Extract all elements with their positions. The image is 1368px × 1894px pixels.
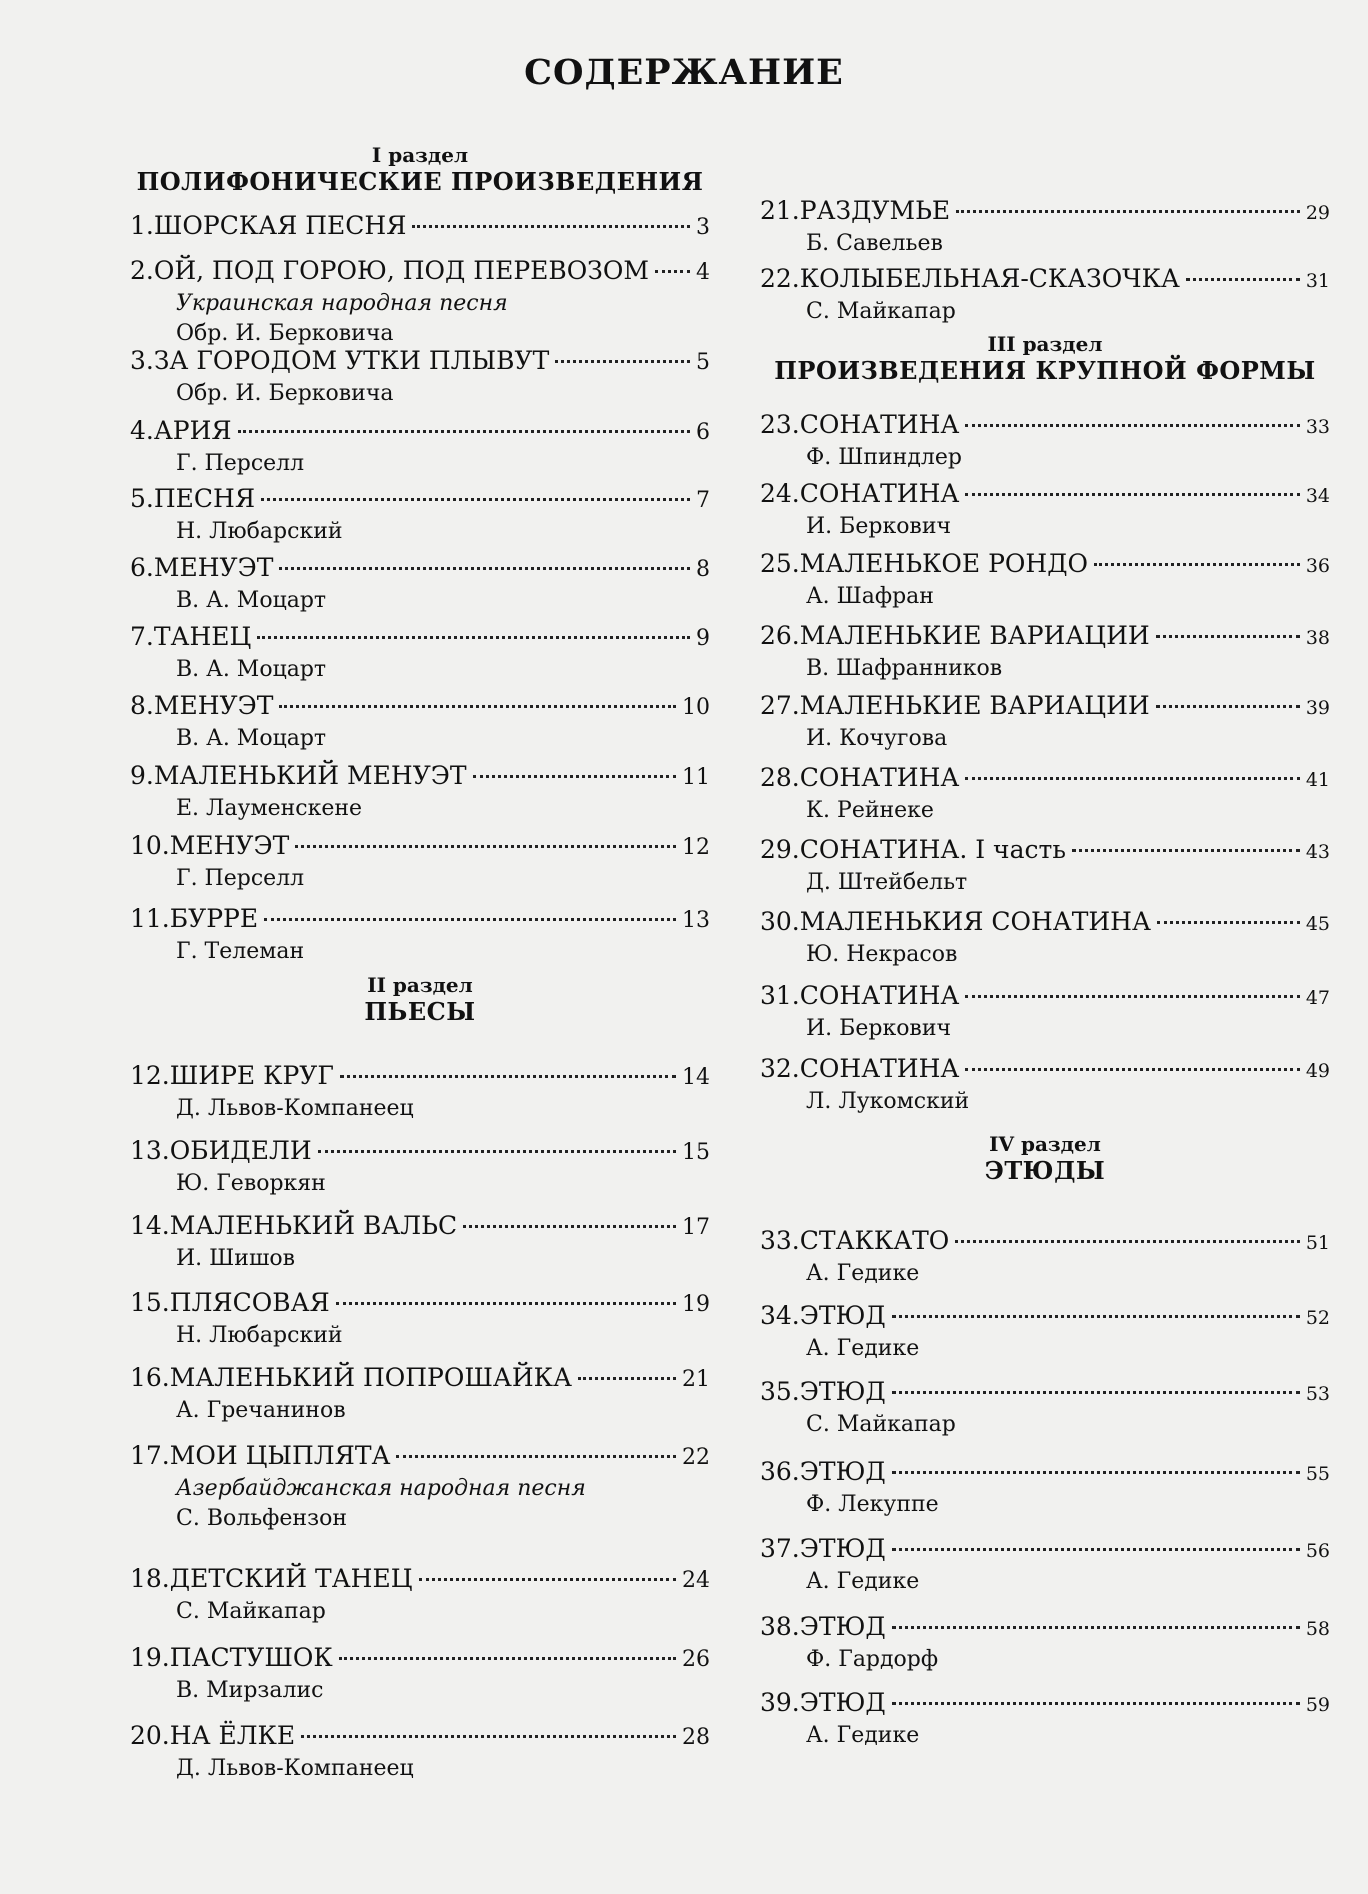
dot-leader bbox=[1156, 705, 1300, 708]
dot-leader bbox=[412, 225, 690, 228]
dot-leader bbox=[336, 1302, 676, 1305]
entry-number: 23. bbox=[760, 410, 800, 439]
entry-number: 15. bbox=[130, 1288, 170, 1317]
entry-composer: А. Гедике bbox=[806, 1569, 920, 1594]
entry-page-number: 15 bbox=[682, 1140, 710, 1165]
dot-leader bbox=[473, 775, 676, 778]
entry-subtitle: Азербайджанская народная песня bbox=[176, 1476, 586, 1501]
entry-composer: Ю. Геворкян bbox=[176, 1171, 326, 1196]
entry-page-number: 29 bbox=[1305, 202, 1330, 224]
toc-entry-line bbox=[130, 760, 710, 794]
entry-number: 34. bbox=[760, 1301, 800, 1330]
toc-entry-line bbox=[130, 1060, 710, 1094]
entry-page-number: 7 bbox=[696, 488, 710, 513]
dot-leader bbox=[892, 1315, 1300, 1318]
entry-title: МЕНУЭТ bbox=[153, 553, 274, 582]
entry-number: 22. bbox=[760, 264, 800, 293]
entry-composer: И. Шишов bbox=[176, 1246, 296, 1271]
entry-title: ШИРЕ КРУГ bbox=[169, 1061, 334, 1090]
entry-number: 6. bbox=[130, 553, 154, 582]
entry-page-number: 53 bbox=[1305, 1383, 1330, 1405]
entry-page-number: 26 bbox=[682, 1647, 710, 1672]
dot-leader bbox=[555, 360, 690, 363]
dot-leader bbox=[965, 493, 1299, 496]
entry-composer: Н. Любарский bbox=[176, 519, 343, 544]
toc-entry bbox=[760, 1300, 1330, 1364]
entry-composer: С. Вольфензон bbox=[176, 1506, 347, 1531]
section-1-heading bbox=[130, 143, 710, 197]
toc-entry bbox=[130, 415, 710, 479]
entry-number: 36. bbox=[760, 1457, 800, 1486]
toc-entry-line bbox=[760, 620, 1330, 654]
toc-entry-line bbox=[130, 255, 710, 289]
dot-leader bbox=[965, 1068, 1299, 1071]
entry-title: СОНАТИНА bbox=[799, 479, 960, 508]
entry-title: МОИ ЦЫПЛЯТА bbox=[169, 1441, 391, 1470]
entry-title: ЭТЮД bbox=[799, 1534, 886, 1563]
section-label: I раздел bbox=[371, 143, 469, 167]
toc-entry-line bbox=[130, 621, 710, 655]
toc-entry-line bbox=[760, 1376, 1330, 1410]
toc-entry bbox=[130, 210, 710, 244]
entry-composer: В. А. Моцарт bbox=[176, 726, 327, 751]
toc-entry bbox=[130, 621, 710, 685]
entry-page-number: 41 bbox=[1305, 769, 1330, 791]
entry-page-number: 13 bbox=[682, 908, 710, 933]
toc-entry-line bbox=[760, 980, 1330, 1014]
entry-number: 28. bbox=[760, 763, 800, 792]
entry-composer: Д. Штейбельт bbox=[806, 870, 968, 895]
entry-page-number: 8 bbox=[696, 557, 710, 582]
dot-leader bbox=[956, 210, 1300, 213]
entry-number: 38. bbox=[760, 1612, 800, 1641]
toc-entry bbox=[130, 483, 710, 547]
toc-entry bbox=[130, 345, 710, 409]
section-2-heading bbox=[130, 973, 710, 1027]
toc-entry bbox=[130, 760, 710, 824]
entry-page-number: 12 bbox=[682, 835, 710, 860]
entry-number: 7. bbox=[130, 622, 154, 651]
dot-leader bbox=[301, 1735, 676, 1738]
toc-entry-line bbox=[130, 1440, 710, 1474]
entry-composer: Обр. И. Берковича bbox=[176, 381, 394, 406]
toc-entry-line bbox=[130, 1563, 710, 1597]
toc-entry bbox=[130, 1642, 710, 1706]
entry-page-number: 55 bbox=[1305, 1463, 1330, 1485]
toc-entry bbox=[760, 195, 1330, 259]
dot-leader bbox=[318, 1150, 676, 1153]
toc-entry bbox=[760, 690, 1330, 754]
dot-leader bbox=[965, 995, 1299, 998]
toc-entry bbox=[760, 409, 1330, 473]
entry-title: СОНАТИНА bbox=[799, 763, 960, 792]
entry-title: МЕНУЭТ bbox=[153, 691, 274, 720]
dot-leader bbox=[1186, 278, 1300, 281]
entry-number: 17. bbox=[130, 1441, 170, 1470]
toc-entry bbox=[130, 1563, 710, 1627]
toc-entry bbox=[760, 906, 1330, 970]
entry-title: СОНАТИНА. I часть bbox=[799, 835, 1066, 864]
entry-composer: В. А. Моцарт bbox=[176, 657, 327, 682]
toc-entry bbox=[130, 1287, 710, 1351]
dot-leader bbox=[892, 1471, 1300, 1474]
entry-composer: А. Гречанинов bbox=[176, 1398, 346, 1423]
toc-entry bbox=[760, 1053, 1330, 1117]
toc-entry-line bbox=[130, 415, 710, 449]
entry-number: 10. bbox=[130, 831, 170, 860]
entry-composer: С. Майкапар bbox=[806, 1412, 956, 1437]
toc-entry-line bbox=[130, 1362, 710, 1396]
dot-leader bbox=[264, 918, 676, 921]
toc-entry-line bbox=[760, 548, 1330, 582]
entry-title: АРИЯ bbox=[153, 416, 232, 445]
entry-composer: И. Беркович bbox=[806, 514, 952, 539]
dot-leader bbox=[261, 498, 690, 501]
entry-page-number: 9 bbox=[696, 626, 710, 651]
toc-entry-line bbox=[760, 1611, 1330, 1645]
dot-leader bbox=[892, 1548, 1300, 1551]
entry-title: ЭТЮД bbox=[799, 1377, 886, 1406]
entry-composer: Л. Лукомский bbox=[806, 1089, 970, 1114]
entry-composer: В. Шафранников bbox=[806, 656, 1003, 681]
entry-title: МЕНУЭТ bbox=[169, 831, 290, 860]
dot-leader bbox=[396, 1455, 676, 1458]
entry-composer: Б. Савельев bbox=[806, 231, 943, 256]
dot-leader bbox=[655, 270, 690, 273]
entry-page-number: 22 bbox=[682, 1445, 710, 1470]
entry-title: РАЗДУМЬЕ bbox=[799, 196, 951, 225]
toc-entry bbox=[760, 1687, 1330, 1751]
entry-composer: Е. Лауменскене bbox=[176, 796, 363, 821]
entry-composer: В. А. Моцарт bbox=[176, 588, 327, 613]
entry-composer: Ю. Некрасов bbox=[806, 942, 958, 967]
entry-page-number: 14 bbox=[682, 1065, 710, 1090]
toc-entry-line bbox=[760, 1225, 1330, 1259]
entry-title: НА ЁЛКЕ bbox=[169, 1721, 296, 1750]
entry-title: СОНАТИНА bbox=[799, 410, 960, 439]
entry-number: 12. bbox=[130, 1061, 170, 1090]
entry-page-number: 11 bbox=[682, 765, 710, 790]
entry-number: 30. bbox=[760, 907, 800, 936]
dot-leader bbox=[965, 424, 1299, 427]
toc-entry bbox=[760, 1611, 1330, 1675]
toc-entry-line bbox=[130, 1642, 710, 1676]
entry-composer: А. Гедике bbox=[806, 1723, 920, 1748]
entry-page-number: 43 bbox=[1305, 841, 1330, 863]
toc-entry-line bbox=[760, 1687, 1330, 1721]
dot-leader bbox=[419, 1578, 676, 1581]
entry-page-number: 4 bbox=[696, 260, 710, 285]
toc-entry bbox=[760, 263, 1330, 327]
dot-leader bbox=[279, 705, 676, 708]
dot-leader bbox=[892, 1626, 1300, 1629]
entry-page-number: 49 bbox=[1305, 1060, 1330, 1082]
entry-number: 16. bbox=[130, 1363, 170, 1392]
toc-entry-line bbox=[760, 906, 1330, 940]
toc-entry-line bbox=[130, 830, 710, 864]
toc-entry bbox=[130, 1210, 710, 1274]
entry-composer: А. Гедике bbox=[806, 1336, 920, 1361]
toc-entry bbox=[130, 903, 710, 967]
section-3-heading bbox=[760, 332, 1330, 386]
entry-title: ЭТЮД bbox=[799, 1612, 886, 1641]
entry-composer: А. Шафран bbox=[806, 584, 934, 609]
entry-page-number: 39 bbox=[1305, 697, 1330, 719]
entry-title: МАЛЕНЬКИЙ ПОПРОШАЙКА bbox=[169, 1363, 572, 1392]
entry-number: 27. bbox=[760, 691, 800, 720]
entry-number: 18. bbox=[130, 1564, 170, 1593]
toc-entry-line bbox=[760, 834, 1330, 868]
entry-composer: Г. Перселл bbox=[176, 451, 305, 476]
entry-page-number: 58 bbox=[1305, 1618, 1330, 1640]
entry-composer: И. Беркович bbox=[806, 1016, 952, 1041]
section-title: ПОЛИФОНИЧЕСКИЕ ПРОИЗВЕДЕНИЯ bbox=[136, 167, 704, 196]
entry-title: ДЕТСКИЙ ТАНЕЦ bbox=[169, 1564, 413, 1593]
entry-title: СОНАТИНА bbox=[799, 1054, 960, 1083]
toc-entry-line bbox=[760, 1053, 1330, 1087]
entry-composer: Обр. И. Берковича bbox=[176, 321, 394, 346]
entry-page-number: 51 bbox=[1305, 1232, 1330, 1254]
entry-composer: Д. Львов-Компанеец bbox=[176, 1096, 414, 1121]
toc-entry-line bbox=[130, 210, 710, 244]
toc-entry-line bbox=[130, 1135, 710, 1169]
entry-title: ПЕСНЯ bbox=[153, 484, 256, 513]
entry-title: МАЛЕНЬКОЕ РОНДО bbox=[799, 549, 1089, 578]
entry-page-number: 19 bbox=[682, 1292, 710, 1317]
toc-entry bbox=[130, 1362, 710, 1426]
toc-entry-line bbox=[130, 903, 710, 937]
entry-composer: Ф. Шпиндлер bbox=[806, 445, 962, 470]
toc-entry bbox=[130, 552, 710, 616]
entry-title: ЭТЮД bbox=[799, 1688, 886, 1717]
entry-number: 14. bbox=[130, 1211, 170, 1240]
dot-leader bbox=[1156, 635, 1300, 638]
entry-number: 3. bbox=[130, 346, 154, 375]
entry-page-number: 5 bbox=[696, 350, 710, 375]
toc-entry bbox=[760, 1376, 1330, 1440]
dot-leader bbox=[1072, 849, 1300, 852]
dot-leader bbox=[965, 777, 1299, 780]
toc-entry-line bbox=[760, 1300, 1330, 1334]
entry-title: ПЛЯСОВАЯ bbox=[169, 1288, 330, 1317]
toc-entry-line bbox=[130, 1720, 710, 1754]
entry-composer: В. Мирзалис bbox=[176, 1678, 324, 1703]
entry-composer: Г. Телеман bbox=[176, 939, 305, 964]
entry-title: ШОРСКАЯ ПЕСНЯ bbox=[153, 211, 407, 240]
toc-entry bbox=[760, 478, 1330, 542]
entry-title: КОЛЫБЕЛЬНАЯ-СКАЗОЧКА bbox=[799, 264, 1180, 293]
section-title: ПРОИЗВЕДЕНИЯ КРУПНОЙ ФОРМЫ bbox=[774, 356, 1316, 385]
entry-page-number: 10 bbox=[682, 695, 710, 720]
entry-page-number: 33 bbox=[1305, 416, 1330, 438]
dot-leader bbox=[339, 1657, 676, 1660]
toc-entry bbox=[130, 255, 710, 349]
section-title: ЭТЮДЫ bbox=[984, 1156, 1106, 1185]
dot-leader bbox=[578, 1377, 676, 1380]
toc-entry-line bbox=[130, 483, 710, 517]
entry-title: ЗА ГОРОДОМ УТКИ ПЛЫВУТ bbox=[153, 346, 550, 375]
entry-number: 20. bbox=[130, 1721, 170, 1750]
entry-number: 8. bbox=[130, 691, 154, 720]
entry-number: 1. bbox=[130, 211, 154, 240]
toc-entry-line bbox=[760, 1533, 1330, 1567]
dot-leader bbox=[340, 1075, 676, 1078]
toc-entry-line bbox=[760, 762, 1330, 796]
entry-page-number: 34 bbox=[1305, 485, 1330, 507]
section-label: IV раздел bbox=[989, 1132, 1101, 1156]
toc-entry bbox=[760, 1456, 1330, 1520]
entry-title: МАЛЕНЬКИЙ ВАЛЬС bbox=[169, 1211, 458, 1240]
section-4-heading bbox=[760, 1132, 1330, 1186]
entry-composer: И. Кочугова bbox=[806, 726, 948, 751]
toc-entry-line bbox=[130, 1287, 710, 1321]
toc-entry-line bbox=[130, 345, 710, 379]
entry-title: МАЛЕНЬКИЕ ВАРИАЦИИ bbox=[799, 691, 1150, 720]
dot-leader bbox=[295, 845, 676, 848]
dot-leader bbox=[1094, 563, 1300, 566]
entry-number: 29. bbox=[760, 835, 800, 864]
entry-number: 4. bbox=[130, 416, 154, 445]
entry-page-number: 45 bbox=[1305, 913, 1330, 935]
entry-title: ОЙ, ПОД ГОРОЮ, ПОД ПЕРЕВОЗОМ bbox=[153, 256, 649, 285]
toc-entry-line bbox=[760, 409, 1330, 443]
entry-number: 26. bbox=[760, 621, 800, 650]
entry-composer: Д. Львов-Компанеец bbox=[176, 1756, 414, 1781]
entry-title: МАЛЕНЬКИЕ ВАРИАЦИИ bbox=[799, 621, 1150, 650]
entry-composer: А. Гедике bbox=[806, 1261, 920, 1286]
entry-page-number: 17 bbox=[682, 1215, 710, 1240]
entry-title: ОБИДЕЛИ bbox=[169, 1136, 312, 1165]
dot-leader bbox=[463, 1225, 676, 1228]
toc-entry-line bbox=[760, 263, 1330, 297]
toc-entry bbox=[130, 830, 710, 894]
entry-page-number: 47 bbox=[1305, 987, 1330, 1009]
entry-title: ЭТЮД bbox=[799, 1301, 886, 1330]
entry-title: ПАСТУШОК bbox=[169, 1643, 333, 1672]
entry-title: МАЛЕНЬКИЯ СОНАТИНА bbox=[799, 907, 1151, 936]
entry-number: 31. bbox=[760, 981, 800, 1010]
entry-title: ТАНЕЦ bbox=[153, 622, 252, 651]
entry-page-number: 38 bbox=[1305, 627, 1330, 649]
entry-title: СТАККАТО bbox=[799, 1226, 950, 1255]
toc-entry bbox=[760, 548, 1330, 612]
entry-number: 33. bbox=[760, 1226, 800, 1255]
entry-page-number: 6 bbox=[696, 420, 710, 445]
toc-entry-line bbox=[760, 690, 1330, 724]
entry-number: 37. bbox=[760, 1534, 800, 1563]
entry-title: СОНАТИНА bbox=[799, 981, 960, 1010]
toc-entry-line bbox=[130, 690, 710, 724]
dot-leader bbox=[279, 567, 690, 570]
entry-title: МАЛЕНЬКИЙ МЕНУЭТ bbox=[153, 761, 467, 790]
entry-subtitle: Украинская народная песня bbox=[176, 291, 508, 316]
entry-title: БУРРЕ bbox=[169, 904, 259, 933]
entry-number: 19. bbox=[130, 1643, 170, 1672]
entry-number: 24. bbox=[760, 479, 800, 508]
entry-number: 11. bbox=[130, 904, 170, 933]
entry-number: 35. bbox=[760, 1377, 800, 1406]
toc-entry bbox=[760, 980, 1330, 1044]
toc-entry-line bbox=[760, 195, 1330, 229]
entry-number: 2. bbox=[130, 256, 154, 285]
entry-composer: Ф. Гардорф bbox=[806, 1647, 939, 1672]
dot-leader bbox=[1157, 921, 1300, 924]
toc-entry bbox=[760, 620, 1330, 684]
entry-composer: Н. Любарский bbox=[176, 1323, 343, 1348]
entry-number: 32. bbox=[760, 1054, 800, 1083]
entry-number: 5. bbox=[130, 484, 154, 513]
entry-number: 21. bbox=[760, 196, 800, 225]
entry-page-number: 28 bbox=[682, 1725, 710, 1750]
toc-entry-line bbox=[130, 552, 710, 586]
section-title: ПЬЕСЫ bbox=[364, 997, 476, 1026]
toc-entry bbox=[130, 1060, 710, 1124]
dot-leader bbox=[892, 1702, 1300, 1705]
toc-entry bbox=[130, 1135, 710, 1199]
entry-composer: Г. Перселл bbox=[176, 866, 305, 891]
entry-composer: С. Майкапар bbox=[806, 299, 956, 324]
entry-composer: Ф. Лекуппе bbox=[806, 1492, 939, 1517]
toc-entry bbox=[760, 1533, 1330, 1597]
entry-page-number: 24 bbox=[682, 1568, 710, 1593]
section-label: III раздел bbox=[987, 332, 1103, 356]
page-title: СОДЕРЖАНИЕ bbox=[524, 52, 844, 93]
toc-entry bbox=[130, 690, 710, 754]
entry-page-number: 56 bbox=[1305, 1540, 1330, 1562]
entry-composer: К. Рейнеке bbox=[806, 798, 934, 823]
entry-number: 25. bbox=[760, 549, 800, 578]
entry-page-number: 21 bbox=[682, 1367, 710, 1392]
entry-number: 9. bbox=[130, 761, 154, 790]
toc-entry-line bbox=[760, 478, 1330, 512]
dot-leader bbox=[238, 430, 690, 433]
toc-entry bbox=[130, 1440, 710, 1534]
toc-entry bbox=[760, 762, 1330, 826]
toc-entry bbox=[760, 1225, 1330, 1289]
toc-entry bbox=[760, 834, 1330, 898]
entry-page-number: 52 bbox=[1305, 1307, 1330, 1329]
entry-page-number: 31 bbox=[1305, 270, 1330, 292]
entry-number: 13. bbox=[130, 1136, 170, 1165]
toc-entry-line bbox=[760, 1456, 1330, 1490]
dot-leader bbox=[892, 1391, 1300, 1394]
entry-page-number: 59 bbox=[1305, 1694, 1330, 1716]
section-label: II раздел bbox=[367, 973, 473, 997]
entry-number: 39. bbox=[760, 1688, 800, 1717]
dot-leader bbox=[257, 636, 690, 639]
toc-entry-line bbox=[130, 1210, 710, 1244]
entry-page-number: 3 bbox=[696, 215, 710, 240]
entry-title: ЭТЮД bbox=[799, 1457, 886, 1486]
entry-composer: С. Майкапар bbox=[176, 1599, 326, 1624]
entry-page-number: 36 bbox=[1305, 555, 1330, 577]
toc-entry bbox=[130, 1720, 710, 1784]
dot-leader bbox=[955, 1240, 1300, 1243]
